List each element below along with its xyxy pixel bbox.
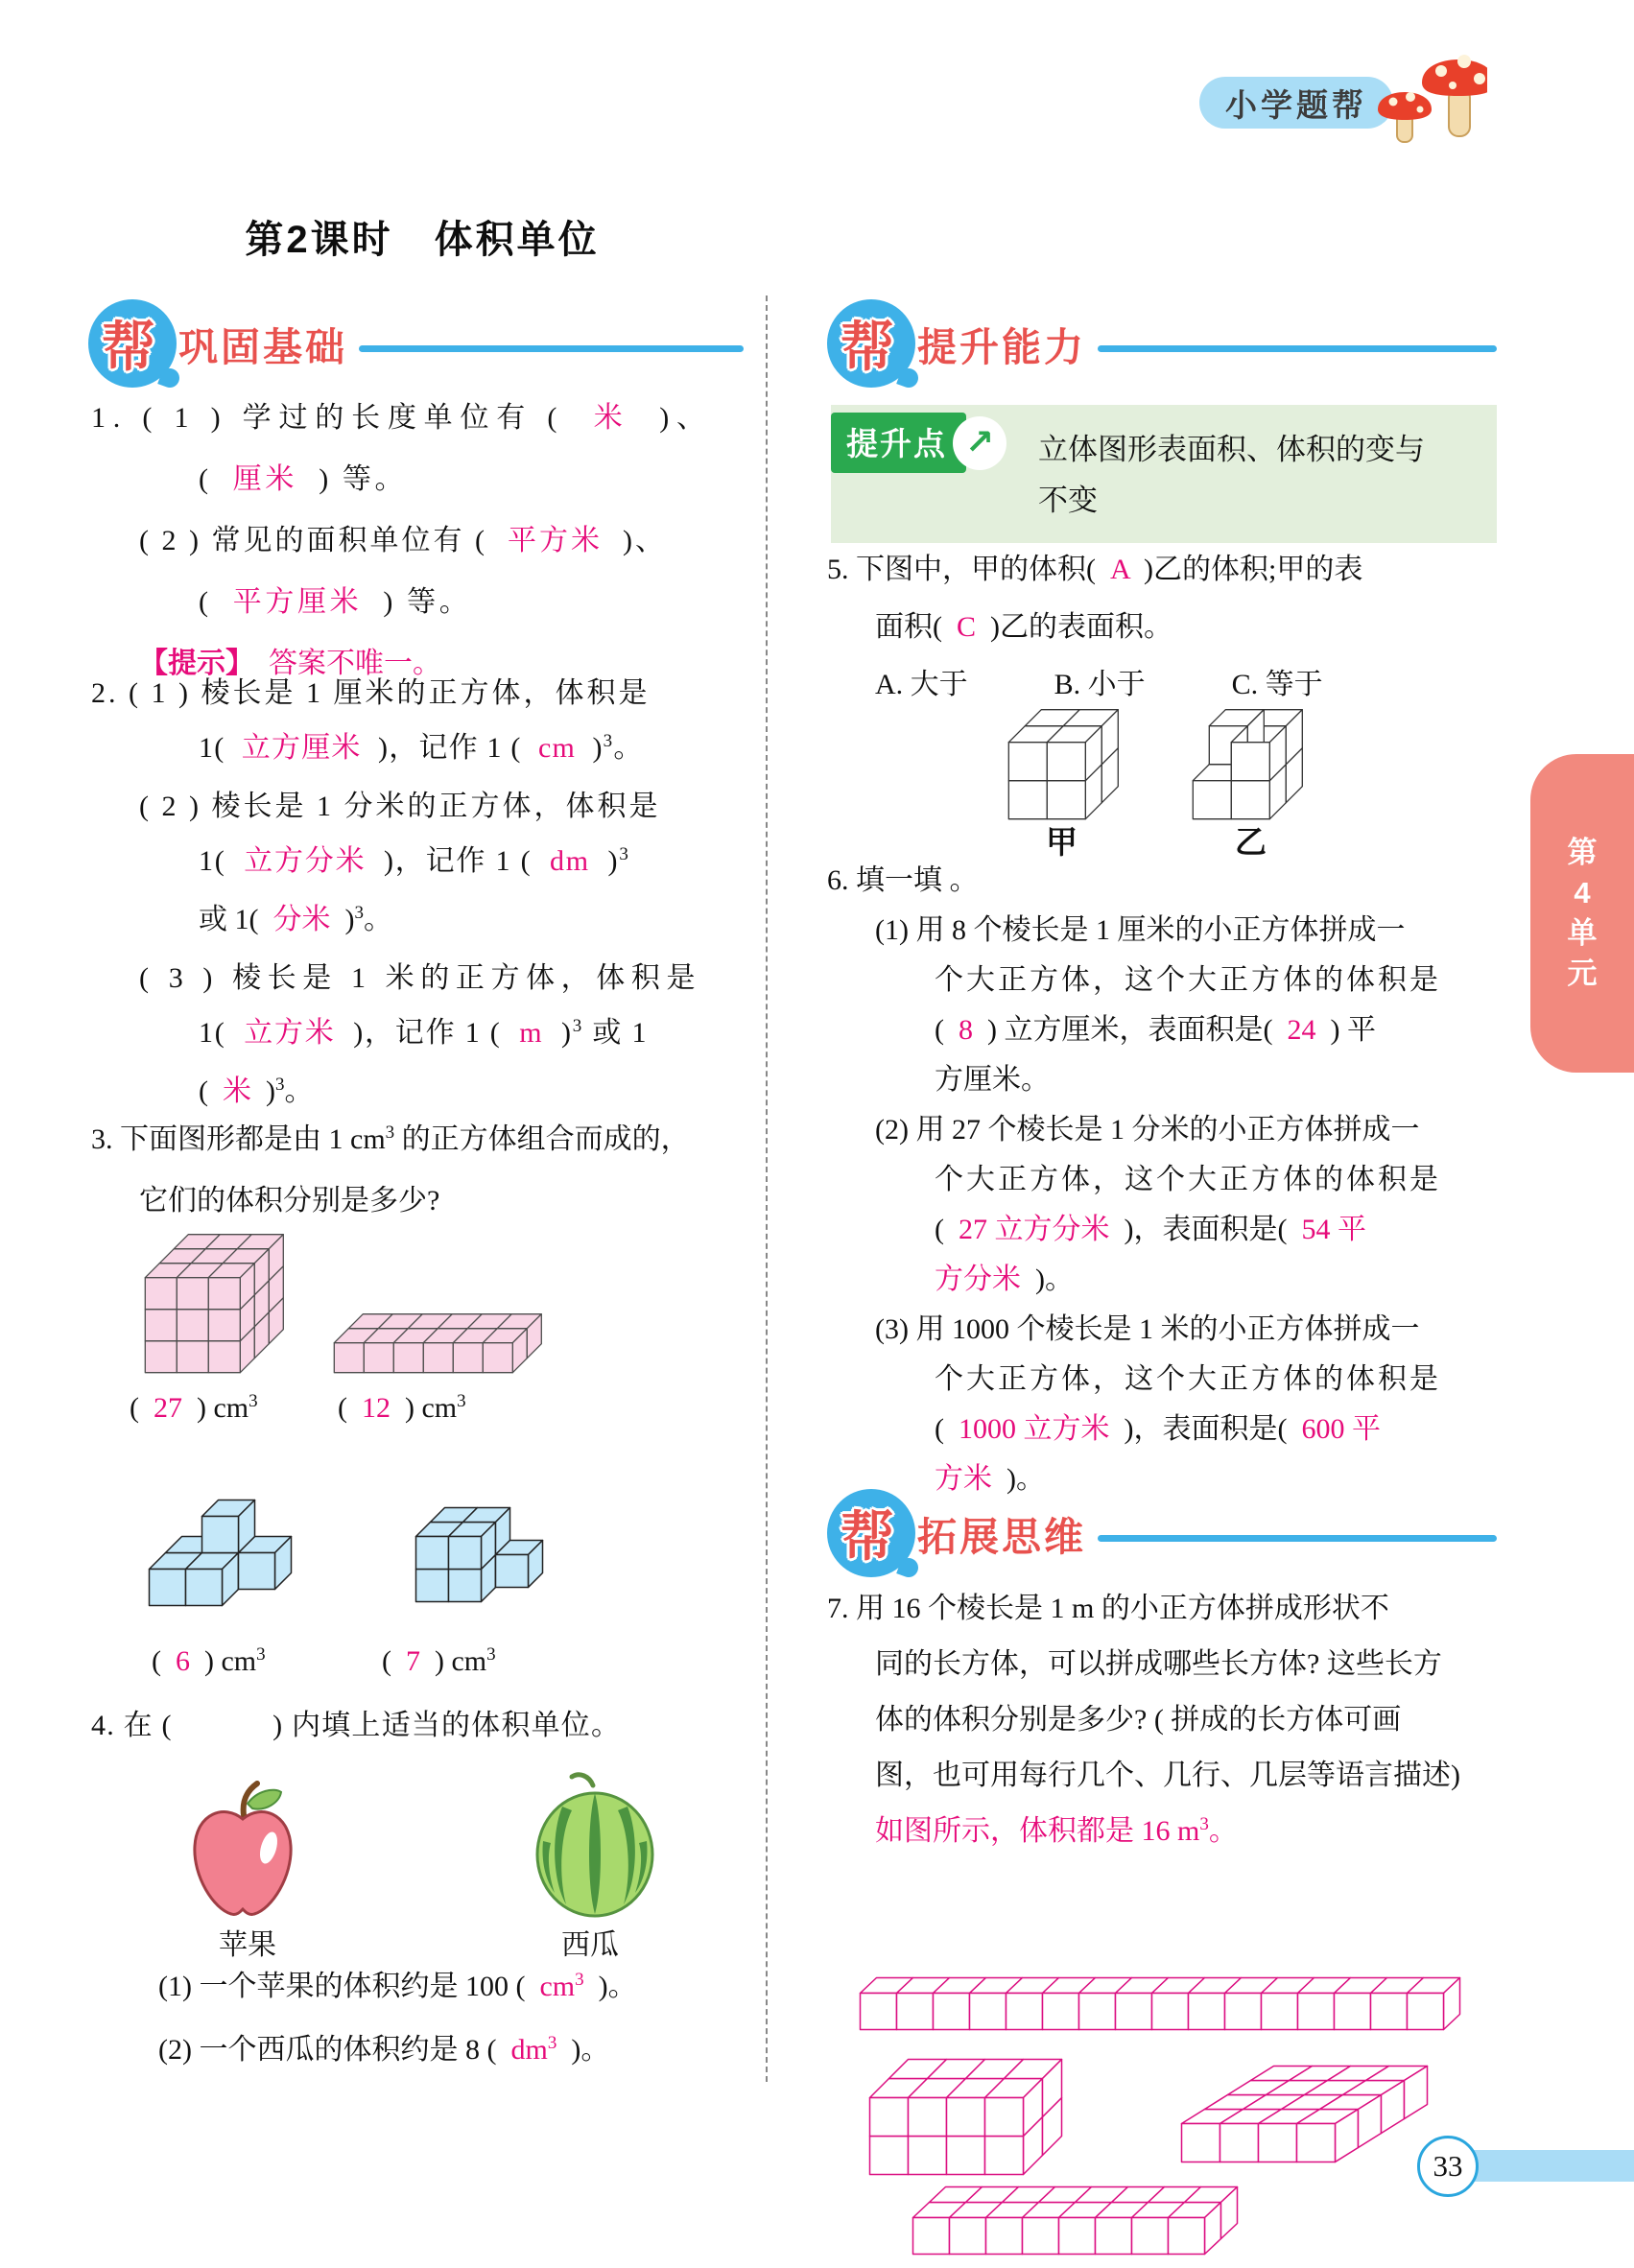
question-text: 3 (486, 1644, 496, 1665)
text-line (827, 541, 1499, 599)
text-line (935, 956, 1499, 1005)
answer-text: 厘米 (232, 463, 297, 495)
question-text: (1) 用 8 个棱长是 1 厘米的小正方体拼成一 (875, 914, 1406, 946)
question-text: 4. 在 ( ) 内填上适当的体积单位。 (91, 1710, 622, 1741)
answer-text: 8 (959, 1014, 973, 1046)
question-text: ( 3 ) 棱长是 1 米的正方体，体积是 (139, 962, 702, 994)
blue-cubes-7-figure (413, 1504, 546, 1605)
question-text: 3 (354, 903, 364, 923)
question-text: ( (935, 1413, 959, 1445)
text-line (875, 1305, 1499, 1355)
answer-text: 12 (362, 1392, 391, 1424)
question-text: 5. 下图中，甲的体积( (827, 554, 1110, 585)
answer-text: 立方厘米 (241, 732, 362, 764)
question-1 (91, 388, 758, 695)
text-line (382, 1631, 496, 1696)
text-line (199, 721, 758, 779)
answer-text: 3 (575, 1970, 584, 1990)
question-2 (91, 666, 758, 1122)
unit-tab (1530, 754, 1634, 1073)
question-text: 。 (613, 732, 644, 764)
column-divider (766, 295, 768, 2082)
bang-badge-icon (88, 299, 177, 388)
question-text: 【提示】 (139, 648, 254, 679)
text-line (139, 779, 758, 834)
question-text: 3 (603, 731, 614, 751)
answer-6-label (152, 1631, 266, 1696)
bang-character: 帮 (102, 317, 155, 377)
question-text: )。 (583, 1971, 637, 2002)
page-title-text: 第2课时 体积单位 (245, 219, 600, 261)
question-text: 图，也可用每行几个、几行、几层等语言描述) (875, 1760, 1460, 1791)
question-text: ) (543, 1017, 573, 1049)
question-text: 3 (619, 844, 630, 864)
arrow-up-right-icon (953, 416, 1006, 470)
bang-badge-icon (827, 299, 915, 388)
question-text: 3 (256, 1644, 266, 1665)
unit-tab-char: 元 (1567, 957, 1598, 990)
question-text: 。 (364, 904, 392, 935)
answer-text: 米 (593, 402, 630, 434)
boost-text-line: 立体图形表面积、体积的变与 (1038, 433, 1425, 466)
question-text: 3. 下面图形都是由 1 cm (91, 1123, 386, 1155)
answer-text: 答案不唯一。 (269, 648, 441, 679)
brand-label: 小学题帮 (1225, 86, 1367, 123)
text-line (875, 1105, 1499, 1155)
answer-text: cm (539, 1971, 576, 2002)
page-number-text: 33 (1433, 2149, 1463, 2183)
question-text: (3) 用 1000 个棱长是 1 米的小正方体拼成一 (875, 1313, 1420, 1345)
answer-text: dm (550, 845, 590, 877)
question-text: 。 (284, 1075, 314, 1107)
answer-text: 1000 立方米 (959, 1413, 1110, 1445)
question-text: )，记作 1 ( (335, 1017, 520, 1049)
question-text: (2) 一个西瓜的体积约是 8 ( (158, 2034, 511, 2066)
question-text: ) cm (190, 1645, 257, 1677)
question-text: )乙的体积;甲的表 (1129, 554, 1363, 585)
unit-tab-char: 第 (1567, 836, 1598, 869)
section-header-basics (88, 297, 744, 390)
question-text: ) 平 (1315, 1014, 1376, 1046)
text-line (130, 1378, 258, 1443)
question-text: ) (589, 845, 620, 877)
bang-character: 帮 (841, 1506, 894, 1567)
answer-text: 600 平 (1301, 1413, 1381, 1445)
bang-badge-icon (827, 1489, 915, 1577)
question-text: ) 等。 (362, 586, 472, 618)
section-rule-line (1098, 1535, 1497, 1542)
text-line (935, 1205, 1499, 1255)
cube-yi-figure (1190, 706, 1306, 822)
answer-text: 24 (1287, 1014, 1316, 1046)
text-line (875, 656, 1499, 714)
answer-text: 米 (223, 1075, 251, 1107)
boost-point-badge (831, 413, 1006, 473)
question-text: )、 (629, 402, 713, 434)
text-line (152, 1631, 266, 1696)
watermelon-illustration (530, 1768, 662, 1920)
answer-text: m (519, 1017, 544, 1049)
question-text: )乙的表面积。 (976, 611, 1173, 643)
answer-text: 立方米 (244, 1017, 336, 1049)
question-text: ( (199, 586, 233, 618)
text-line (199, 449, 758, 510)
question-text: 体的体积分别是多少? ( 拼成的长方体可画 (875, 1704, 1402, 1736)
question-7 (827, 1581, 1499, 1863)
outline-slab-8x2x1-figure (910, 2184, 1241, 2257)
question-text: (1) 一个苹果的体积约是 100 ( (158, 1971, 540, 2002)
text-line (935, 1055, 1499, 1105)
text-line (91, 388, 758, 449)
question-text: )，记作 1 ( (366, 845, 550, 877)
text-line (199, 572, 758, 633)
text-line (139, 1172, 758, 1230)
question-text: ( (130, 1392, 154, 1424)
cube-jia-figure (1006, 706, 1122, 822)
section-title-expand: 拓展思维 (917, 1514, 1086, 1559)
question-text: ) cm (420, 1645, 487, 1677)
answer-text: 27 (154, 1392, 182, 1424)
question-text: ) (251, 1075, 275, 1107)
question-text: ( 2 ) 棱长是 1 分米的正方体，体积是 (139, 791, 661, 822)
section-header-improve (827, 297, 1497, 390)
question-4-items (110, 1957, 763, 2084)
question-text: A. 大于 B. 小于 C. 等于 (875, 669, 1323, 700)
question-text: 1. ( 1 ) 学过的长度单位有 ( (91, 402, 594, 434)
question-text: ( (199, 1075, 223, 1107)
section-header-expand (827, 1487, 1497, 1579)
answer-text: 7 (406, 1645, 420, 1677)
text-line (935, 1355, 1499, 1405)
question-text: 面积( (875, 611, 957, 643)
question-text: 同的长方体，可以拼成哪些长方体? 这些长方 (875, 1648, 1442, 1680)
question-text: ( (152, 1645, 176, 1677)
yi-label-text: 乙 (1235, 824, 1267, 860)
text-line (875, 1692, 1499, 1748)
text-line (199, 1005, 758, 1064)
page-title (91, 209, 753, 264)
bang-character: 帮 (841, 317, 894, 377)
text-line (139, 510, 758, 572)
answer-text: A (1110, 554, 1130, 585)
arrow-glyph: ↗ (964, 423, 995, 462)
text-line (875, 906, 1499, 956)
question-text: 个大正方体，这个大正方体的体积是 (935, 1363, 1441, 1395)
question-text: 1( (199, 1017, 245, 1049)
question-text: 个大正方体，这个大正方体的体积是 (935, 964, 1441, 996)
question-text: 1( (199, 845, 245, 877)
question-text: 2. ( 1 ) 棱长是 1 厘米的正方体，体积是 (91, 677, 651, 709)
section-rule-line (359, 345, 744, 352)
question-text: )，表面积是( (1109, 1413, 1302, 1445)
question-text: 方厘米。 (935, 1064, 1050, 1096)
outline-row-16-figure (857, 1974, 1463, 2033)
answer-text: cm (538, 732, 577, 764)
question-text: 它们的体积分别是多少? (139, 1185, 440, 1217)
question-text: )。 (1021, 1264, 1074, 1295)
section-rule-line (1098, 345, 1497, 352)
pink-cube-27-figure (142, 1231, 287, 1376)
text-line (875, 1748, 1499, 1804)
page-number-badge (1417, 2136, 1479, 2197)
answer-text: 方米 (935, 1463, 992, 1495)
question-text: 7. 用 16 个棱长是 1 m 的小正方体拼成形状不 (827, 1593, 1389, 1624)
question-text: 的正方体组合而成的， (394, 1123, 690, 1155)
question-text: ( (382, 1645, 406, 1677)
outline-block-4x2x2-figure (866, 2056, 1065, 2178)
question-5 (827, 541, 1499, 714)
answer-text: 27 立方分米 (959, 1214, 1110, 1245)
apple-label-text: 苹果 (219, 1929, 276, 1961)
question-text: 3 (457, 1391, 466, 1411)
text-line (935, 1005, 1499, 1055)
unit-tab-char: 单 (1567, 916, 1598, 950)
answer-text: dm (510, 2034, 548, 2066)
answer-text: 立方分米 (244, 845, 367, 877)
question-text: 3 (572, 1016, 584, 1036)
question-text: ( (935, 1214, 959, 1245)
unit-tab-char: 4 (1574, 876, 1591, 910)
answer-text: C (957, 611, 977, 643)
text-line (935, 1155, 1499, 1205)
section-title-improve: 提升能力 (917, 324, 1086, 369)
watermelon-label-text: 西瓜 (561, 1929, 619, 1961)
question-text: ) cm (391, 1392, 458, 1424)
boost-text-line: 不变 (1038, 484, 1098, 517)
question-text: ( (338, 1392, 362, 1424)
answer-12-label (338, 1378, 466, 1443)
text-line (91, 1696, 758, 1756)
text-line (91, 1111, 758, 1172)
answer-text: 3 (547, 2033, 557, 2053)
answer-text: 平方厘米 (232, 586, 363, 618)
text-line (827, 856, 1499, 906)
question-text: 3 (385, 1122, 395, 1143)
text-line (875, 599, 1499, 656)
answer-27-label (130, 1378, 258, 1443)
answer-text: 。 (1208, 1815, 1238, 1847)
question-text: ) (576, 732, 604, 764)
mushrooms-icon (1364, 33, 1487, 144)
question-4-stem (91, 1696, 758, 1756)
answer-text: 3 (1199, 1814, 1209, 1834)
question-text: 3 (275, 1075, 285, 1095)
question-text: ( (199, 463, 233, 495)
boost-point-label: 提升点 (831, 413, 966, 473)
answer-text: 平方米 (507, 525, 603, 556)
boost-point-box (831, 405, 1497, 543)
text-line (158, 2020, 763, 2084)
text-line (199, 834, 758, 892)
question-text: 6. 填一填 。 (827, 864, 979, 896)
text-line (875, 1637, 1499, 1692)
question-text: ( (935, 1014, 959, 1046)
answer-text: 6 (176, 1645, 190, 1677)
apple-illustration (184, 1777, 301, 1923)
text-line (338, 1378, 466, 1443)
section-title-basics: 巩固基础 (178, 324, 347, 369)
question-text: ) 立方厘米，表面积是( (973, 1014, 1288, 1046)
pink-slab-12-figure (331, 1311, 545, 1376)
answer-text: 如图所示，体积都是 16 m (875, 1815, 1200, 1847)
text-line (875, 1804, 1499, 1863)
question-text: )。 (557, 2034, 610, 2066)
question-text: )。 (992, 1463, 1045, 1495)
question-text: 1( (199, 732, 242, 764)
outline-slab-4x4x1-figure (1178, 2063, 1431, 2165)
text-line (199, 892, 758, 951)
question-text: 或 1( (199, 904, 273, 935)
question-text: ( 2 ) 常见的面积单位有 ( (139, 525, 508, 556)
question-3 (91, 1111, 758, 1230)
text-line (91, 666, 758, 721)
text-line (935, 1405, 1499, 1454)
question-text: )，记作 1 ( (361, 732, 538, 764)
question-text: 3 (249, 1391, 258, 1411)
text-line (158, 1957, 763, 2020)
answer-text: 方分米 (935, 1264, 1021, 1295)
text-line (935, 1255, 1499, 1305)
answer-text: 54 平 (1301, 1214, 1366, 1245)
answer-text: 分米 (272, 904, 331, 935)
question-text: )，表面积是( (1109, 1214, 1302, 1245)
jia-label-text: 甲 (1046, 824, 1077, 860)
blue-cubes-6-figure (146, 1497, 295, 1609)
question-6 (827, 856, 1499, 1504)
question-text: ) 等。 (297, 463, 408, 495)
text-line (827, 1581, 1499, 1637)
text-line (139, 951, 758, 1005)
question-text: ) (330, 904, 355, 935)
question-text: ) cm (182, 1392, 249, 1424)
question-text: 个大正方体，这个大正方体的体积是 (935, 1164, 1441, 1195)
question-text: 或 1 (583, 1017, 649, 1049)
answer-7-label (382, 1631, 496, 1696)
question-text: (2) 用 27 个棱长是 1 分米的小正方体拼成一 (875, 1114, 1420, 1146)
question-text: )、 (602, 525, 667, 556)
